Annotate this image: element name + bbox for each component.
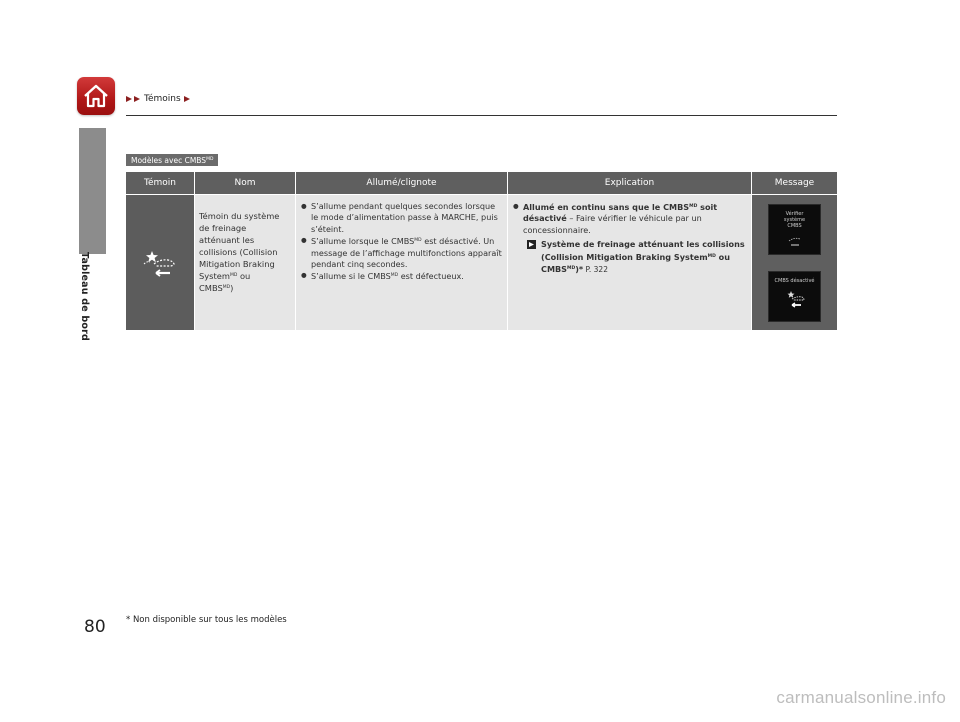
header-rule xyxy=(126,115,837,116)
table-header xyxy=(126,172,837,194)
section-label: Modèles avec $CMBS^{MD}$ xyxy=(126,154,218,166)
breadcrumb-arrow-icon xyxy=(126,96,132,102)
breadcrumb-arrow-icon xyxy=(184,96,190,102)
cross-reference-link[interactable]: Système de freinage atténuant les collisions (Collision Mitigation Braking System$^{MD}$ ou $CMBS^{MD})*$ P. 322 xyxy=(527,239,747,275)
list-item: ● S’allume lorsque le $CMBS^{MD}$ est désactivé. Un message de l’affichage multifonctions apparaît pendant cinq secondes. xyxy=(301,235,503,270)
list-item: ● Allumé en continu sans que le $CMBS^{MD}$ soit désactivé – Faire vérifier le véhicule par un concessionnaire. xyxy=(513,201,747,236)
home-icon xyxy=(83,84,109,108)
col-header-message: Message xyxy=(774,178,815,188)
chapter-tab[interactable] xyxy=(79,128,106,254)
message-cell xyxy=(752,195,837,330)
col-header-explication: Explication xyxy=(508,172,752,194)
message-screen-disabled: CMBS désactivé xyxy=(768,271,821,322)
indicator-table xyxy=(126,172,837,330)
home-button[interactable] xyxy=(77,77,115,115)
breadcrumb-arrow-icon xyxy=(134,96,140,102)
reference-arrow-icon xyxy=(527,240,536,249)
indicator-name: Témoin du système de freinage atténuant les collisions (Collision Mitigation Braking System$^{MD}$ ou $CMBS^{MD}$) xyxy=(195,195,296,330)
col-header-nom: Nom xyxy=(195,172,296,194)
message-screen-check: Vérifier système CMBS xyxy=(768,204,821,255)
breadcrumb xyxy=(126,94,191,104)
watermark: carmanualsonline.info xyxy=(776,688,946,707)
indicator-cell xyxy=(126,195,195,330)
cmbs-indicator-icon xyxy=(142,248,178,278)
col-header-allume: Allumé/clignote xyxy=(296,172,508,194)
page-number: 80 xyxy=(84,617,106,637)
breadcrumb-link[interactable]: Témoins xyxy=(144,94,181,104)
on-blink-cell xyxy=(296,195,508,330)
col-header-temoin: Témoin xyxy=(126,172,195,194)
explanation-cell xyxy=(508,195,752,330)
list-item: ● S’allume si le $CMBS^{MD}$ est défectueux. xyxy=(301,270,503,282)
list-item: ● S’allume pendant quelques secondes lorsque le mode d’alimentation passe à MARCHE, puis s’éteint. xyxy=(301,201,503,235)
table-row xyxy=(126,195,837,330)
cmbs-small-icon xyxy=(783,287,807,311)
cmbs-small-icon xyxy=(786,235,804,247)
footnote: * Non disponible sur tous les modèles xyxy=(126,615,287,625)
chapter-label: Tableau de bord xyxy=(79,252,90,342)
